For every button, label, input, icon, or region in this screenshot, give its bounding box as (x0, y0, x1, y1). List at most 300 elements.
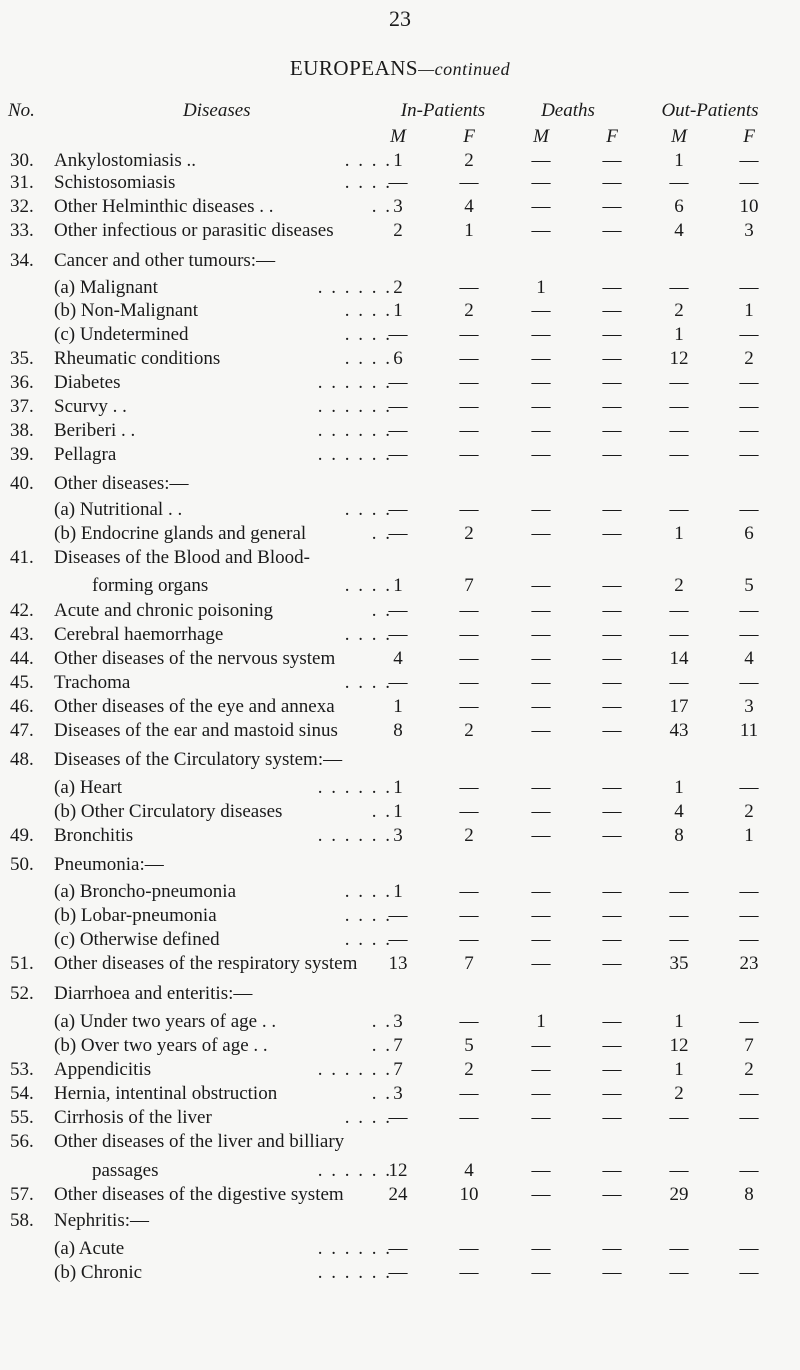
row-value: — (669, 1107, 689, 1128)
row-value: — (388, 905, 408, 926)
row-value: — (602, 953, 622, 974)
row-value: — (669, 172, 689, 193)
table-row (0, 1131, 800, 1159)
row-value: — (739, 372, 759, 393)
row-value: — (739, 929, 759, 950)
row-value: — (602, 905, 622, 926)
row-value: — (388, 929, 408, 950)
row-value: — (531, 523, 551, 544)
row-value: 10 (739, 196, 759, 217)
row-value: — (602, 720, 622, 741)
row-value: — (531, 348, 551, 369)
row-value: — (459, 1262, 479, 1283)
row-value: — (739, 1262, 759, 1283)
row-number: 30. (10, 150, 34, 171)
row-value: 2 (744, 1059, 754, 1080)
row-label: Appendicitis (54, 1059, 152, 1080)
row-label: Ankylostomiasis .. (54, 150, 196, 171)
row-value: 8 (393, 720, 403, 741)
row-value: — (459, 929, 479, 950)
leader-dots: . . . . . . (317, 444, 392, 465)
row-value: — (602, 220, 622, 241)
row-value: — (459, 172, 479, 193)
row-label: (b) Over two years of age . . (54, 1035, 268, 1056)
row-value: 12 (388, 1160, 408, 1181)
row-number: 53. (10, 1059, 34, 1080)
row-value: 5 (744, 575, 754, 596)
leader-dots: . . . . (344, 672, 392, 693)
row-label: (a) Heart (54, 777, 123, 798)
title-suffix: —continued (418, 59, 511, 79)
row-value: 1 (744, 825, 754, 846)
row-number: 49. (10, 825, 34, 846)
leader-dots: . . . . (344, 905, 392, 926)
row-number: 33. (10, 220, 34, 241)
row-value: — (531, 696, 551, 717)
row-value: 2 (744, 801, 754, 822)
row-value: 2 (393, 277, 403, 298)
row-number: 35. (10, 348, 34, 369)
row-value: — (388, 396, 408, 417)
row-label: Hernia, intentinal obstruction (54, 1083, 278, 1104)
row-value: — (459, 648, 479, 669)
row-number: 34. (10, 250, 34, 271)
row-value: — (388, 624, 408, 645)
row-value: — (531, 172, 551, 193)
row-number: 43. (10, 624, 34, 645)
row-label: Diarrhoea and enteritis:— (54, 983, 253, 1004)
row-value: — (739, 1238, 759, 1259)
row-value: — (602, 801, 622, 822)
row-value: 1 (744, 300, 754, 321)
row-value: — (602, 1059, 622, 1080)
row-value: 10 (459, 1184, 479, 1205)
row-value: 4 (744, 648, 754, 669)
row-value: 1 (393, 300, 403, 321)
row-value: 7 (393, 1035, 403, 1056)
row-value: 2 (393, 220, 403, 241)
row-value: 2 (674, 300, 684, 321)
page-number: 23 (389, 6, 411, 31)
row-value: — (531, 499, 551, 520)
row-label: Diseases of the Circulatory system:— (54, 749, 343, 770)
row-value: 29 (669, 1184, 689, 1205)
row-value: — (739, 777, 759, 798)
row-number: 36. (10, 372, 34, 393)
row-label: Other Helminthic diseases . . (54, 196, 274, 217)
row-value: 17 (669, 696, 689, 717)
row-value: — (388, 1238, 408, 1259)
table-row (0, 953, 800, 981)
row-value: — (459, 801, 479, 822)
row-number: 52. (10, 983, 34, 1004)
row-number: 57. (10, 1184, 34, 1205)
header-in-patients: In-Patients (400, 100, 486, 121)
row-value: — (739, 277, 759, 298)
row-value: — (459, 372, 479, 393)
row-value: 14 (669, 648, 689, 669)
row-value: — (531, 720, 551, 741)
row-number: 42. (10, 600, 34, 621)
row-label: (a) Broncho-pneumonia (54, 881, 237, 902)
row-value: 1 (674, 324, 684, 345)
row-value: 4 (674, 220, 684, 241)
row-value: 1 (393, 696, 403, 717)
table-row (0, 1184, 800, 1212)
row-value: — (388, 499, 408, 520)
row-value: — (669, 420, 689, 441)
row-value: — (602, 672, 622, 693)
row-value: — (531, 881, 551, 902)
table-row (0, 220, 800, 248)
row-value: — (531, 825, 551, 846)
row-value: — (459, 881, 479, 902)
row-value: 2 (464, 150, 474, 171)
row-number: 37. (10, 396, 34, 417)
row-value: — (669, 905, 689, 926)
row-number: 50. (10, 854, 34, 875)
subheader-in-f: F (463, 126, 475, 147)
leader-dots: . . (371, 1011, 392, 1032)
page-title (0, 56, 800, 81)
row-value: 3 (744, 696, 754, 717)
row-label: (b) Non-Malignant (54, 300, 199, 321)
row-value: — (602, 1238, 622, 1259)
row-value: 2 (744, 348, 754, 369)
row-value: 3 (393, 1083, 403, 1104)
row-value: — (602, 372, 622, 393)
row-value: 7 (464, 953, 474, 974)
row-value: 6 (674, 196, 684, 217)
row-value: — (602, 1160, 622, 1181)
row-value: — (531, 672, 551, 693)
row-value: — (669, 881, 689, 902)
leader-dots: . . . . (344, 499, 392, 520)
leader-dots: . . . . . . (317, 372, 392, 393)
row-value: — (459, 348, 479, 369)
row-value: — (531, 953, 551, 974)
row-value: 2 (464, 523, 474, 544)
row-label: Nephritis:— (54, 1210, 149, 1231)
row-value: 4 (464, 196, 474, 217)
row-number: 54. (10, 1083, 34, 1104)
row-value: — (602, 444, 622, 465)
row-value: — (531, 300, 551, 321)
row-value: 5 (464, 1035, 474, 1056)
row-value: — (459, 396, 479, 417)
table-row (0, 854, 800, 882)
row-value: 1 (674, 150, 684, 171)
leader-dots: . . . . (344, 575, 392, 596)
row-value: — (669, 396, 689, 417)
row-value: — (739, 172, 759, 193)
row-number: 55. (10, 1107, 34, 1128)
row-value: 3 (744, 220, 754, 241)
leader-dots: . . . . (344, 624, 392, 645)
row-value: 4 (393, 648, 403, 669)
row-value: 1 (674, 523, 684, 544)
row-value: — (602, 277, 622, 298)
row-value: 11 (739, 720, 759, 741)
row-value: 4 (464, 1160, 474, 1181)
row-label: Trachoma (54, 672, 131, 693)
row-label: (b) Lobar-pneumonia (54, 905, 217, 926)
row-value: — (531, 150, 551, 171)
table-row (0, 1210, 800, 1238)
row-label: (b) Chronic (54, 1262, 143, 1283)
row-value: 1 (393, 801, 403, 822)
row-value: 1 (393, 881, 403, 902)
row-value: — (669, 372, 689, 393)
row-value: — (459, 499, 479, 520)
row-value: — (602, 1083, 622, 1104)
row-value: — (459, 672, 479, 693)
row-value: — (531, 929, 551, 950)
row-value: — (739, 881, 759, 902)
row-label: Acute and chronic poisoning (54, 600, 273, 621)
row-label: forming organs (92, 575, 209, 596)
row-label: Schistosomiasis (54, 172, 176, 193)
row-label: (a) Malignant (54, 277, 158, 298)
row-label: (a) Acute (54, 1238, 125, 1259)
row-value: 1 (393, 150, 403, 171)
header-deaths: Deaths (541, 100, 595, 121)
leader-dots: . . . . (344, 348, 392, 369)
row-number: 32. (10, 196, 34, 217)
row-value: — (602, 196, 622, 217)
row-value: — (602, 172, 622, 193)
row-value: — (739, 499, 759, 520)
row-value: — (531, 396, 551, 417)
row-value: — (669, 277, 689, 298)
leader-dots: . . . . (344, 881, 392, 902)
table-row (0, 547, 800, 575)
row-number: 41. (10, 547, 34, 568)
row-value: — (669, 499, 689, 520)
row-value: — (388, 444, 408, 465)
row-value: — (602, 1035, 622, 1056)
row-value: 3 (393, 1011, 403, 1032)
row-value: — (739, 396, 759, 417)
title-main: EUROPEANS (289, 56, 419, 80)
row-number: 45. (10, 672, 34, 693)
row-value: — (531, 1262, 551, 1283)
row-label: (b) Other Circulatory diseases (54, 801, 283, 822)
row-value: — (388, 600, 408, 621)
row-value: 1 (536, 1011, 546, 1032)
row-value: — (602, 150, 622, 171)
row-value: — (531, 1160, 551, 1181)
table-row (0, 825, 800, 853)
row-value: — (531, 801, 551, 822)
row-value: — (459, 324, 479, 345)
row-value: — (739, 1160, 759, 1181)
subheader-deaths-m: M (533, 126, 549, 147)
row-value: — (739, 600, 759, 621)
row-value: 2 (464, 300, 474, 321)
row-value: — (669, 1262, 689, 1283)
row-label: Other diseases of the eye and annexa (54, 696, 335, 717)
row-number: 44. (10, 648, 34, 669)
row-number: 47. (10, 720, 34, 741)
row-value: 24 (388, 1184, 408, 1205)
row-value: 7 (744, 1035, 754, 1056)
row-value: — (531, 196, 551, 217)
row-number: 46. (10, 696, 34, 717)
row-value: — (602, 348, 622, 369)
leader-dots: . . . . (344, 300, 392, 321)
row-number: 51. (10, 953, 34, 974)
row-value: — (739, 905, 759, 926)
row-value: — (459, 600, 479, 621)
table-row (0, 444, 800, 472)
row-label: Diseases of the ear and mastoid sinus (54, 720, 338, 741)
row-value: — (739, 1083, 759, 1104)
table-row (0, 473, 800, 501)
row-label: Other diseases of the nervous system (54, 648, 336, 669)
row-value: — (459, 1083, 479, 1104)
row-number: 38. (10, 420, 34, 441)
row-value: — (602, 881, 622, 902)
leader-dots: . . (371, 196, 392, 217)
row-value: — (602, 696, 622, 717)
row-value: — (739, 672, 759, 693)
row-value: — (739, 324, 759, 345)
leader-dots: . . (371, 801, 392, 822)
row-value: — (459, 777, 479, 798)
row-value: 35 (669, 953, 689, 974)
header-diseases: Diseases (183, 100, 251, 121)
row-value: — (602, 499, 622, 520)
leader-dots: . . . . . . (317, 825, 392, 846)
row-value: — (531, 600, 551, 621)
row-value: — (388, 523, 408, 544)
row-value: — (531, 220, 551, 241)
leader-dots: . . . . (344, 324, 392, 345)
row-value: 12 (669, 348, 689, 369)
row-value: — (739, 444, 759, 465)
row-value: 3 (393, 825, 403, 846)
row-value: 23 (739, 953, 759, 974)
row-value: — (531, 1238, 551, 1259)
row-value: — (531, 648, 551, 669)
row-value: — (602, 575, 622, 596)
row-value: 2 (464, 825, 474, 846)
row-value: — (459, 624, 479, 645)
row-value: 1 (674, 777, 684, 798)
row-label: (b) Endocrine glands and general (54, 523, 307, 544)
row-value: 2 (464, 720, 474, 741)
row-value: 1 (674, 1011, 684, 1032)
row-label: (c) Otherwise defined (54, 929, 220, 950)
row-value: 4 (674, 801, 684, 822)
row-value: — (602, 624, 622, 645)
row-value: — (739, 420, 759, 441)
header-no: No. (8, 100, 35, 121)
row-value: — (531, 420, 551, 441)
row-value: — (388, 672, 408, 693)
row-value: — (531, 905, 551, 926)
row-value: 7 (393, 1059, 403, 1080)
leader-dots: . . . . (344, 150, 392, 171)
row-value: — (739, 1011, 759, 1032)
row-value: 2 (674, 1083, 684, 1104)
row-value: — (669, 444, 689, 465)
row-number: 39. (10, 444, 34, 465)
row-label: passages (92, 1160, 159, 1181)
row-label: Other diseases:— (54, 473, 189, 494)
row-value: — (531, 1107, 551, 1128)
row-value: — (531, 1035, 551, 1056)
leader-dots: . . . . . . (317, 1059, 392, 1080)
leader-dots: . . (371, 600, 392, 621)
row-value: 1 (674, 1059, 684, 1080)
row-value: — (388, 324, 408, 345)
row-value: — (602, 929, 622, 950)
row-value: — (388, 372, 408, 393)
leader-dots: . . (371, 523, 392, 544)
row-value: — (739, 1107, 759, 1128)
row-value: 43 (669, 720, 689, 741)
row-value: — (669, 1238, 689, 1259)
row-value: — (602, 1107, 622, 1128)
leader-dots: . . . . . . (317, 420, 392, 441)
row-value: — (531, 624, 551, 645)
row-value: 2 (464, 1059, 474, 1080)
row-value: 1 (393, 575, 403, 596)
leader-dots: . . (371, 1035, 392, 1056)
row-value: — (602, 825, 622, 846)
leader-dots: . . . . (344, 1107, 392, 1128)
row-value: — (602, 1011, 622, 1032)
leader-dots: . . . . . . (317, 777, 392, 798)
row-value: 1 (464, 220, 474, 241)
row-value: — (669, 1160, 689, 1181)
row-value: — (669, 600, 689, 621)
leader-dots: . . (371, 1083, 392, 1104)
table-row (0, 720, 800, 748)
leader-dots: . . . . . . (317, 1262, 392, 1283)
row-value: — (602, 600, 622, 621)
row-label: (a) Under two years of age . . (54, 1011, 277, 1032)
row-value: — (459, 444, 479, 465)
subheader-out-f: F (743, 126, 755, 147)
row-value: — (459, 905, 479, 926)
row-label: Cerebral haemorrhage (54, 624, 224, 645)
row-value: 7 (464, 575, 474, 596)
table-row (0, 1262, 800, 1290)
row-label: Other diseases of the respiratory system (54, 953, 358, 974)
row-label: Cancer and other tumours:— (54, 250, 276, 271)
row-value: — (669, 672, 689, 693)
row-value: — (602, 300, 622, 321)
row-value: 13 (388, 953, 408, 974)
row-value: — (669, 624, 689, 645)
row-value: 6 (393, 348, 403, 369)
row-value: 6 (744, 523, 754, 544)
row-value: — (531, 1083, 551, 1104)
row-value: — (388, 1262, 408, 1283)
row-label: Cirrhosis of the liver (54, 1107, 212, 1128)
row-value: — (531, 777, 551, 798)
subheader-deaths-f: F (606, 126, 618, 147)
row-value: — (459, 696, 479, 717)
row-number: 48. (10, 749, 34, 770)
table-row (0, 575, 800, 603)
row-value: — (669, 929, 689, 950)
row-label: Diseases of the Blood and Blood- (54, 547, 310, 568)
row-label: Pellagra (54, 444, 117, 465)
